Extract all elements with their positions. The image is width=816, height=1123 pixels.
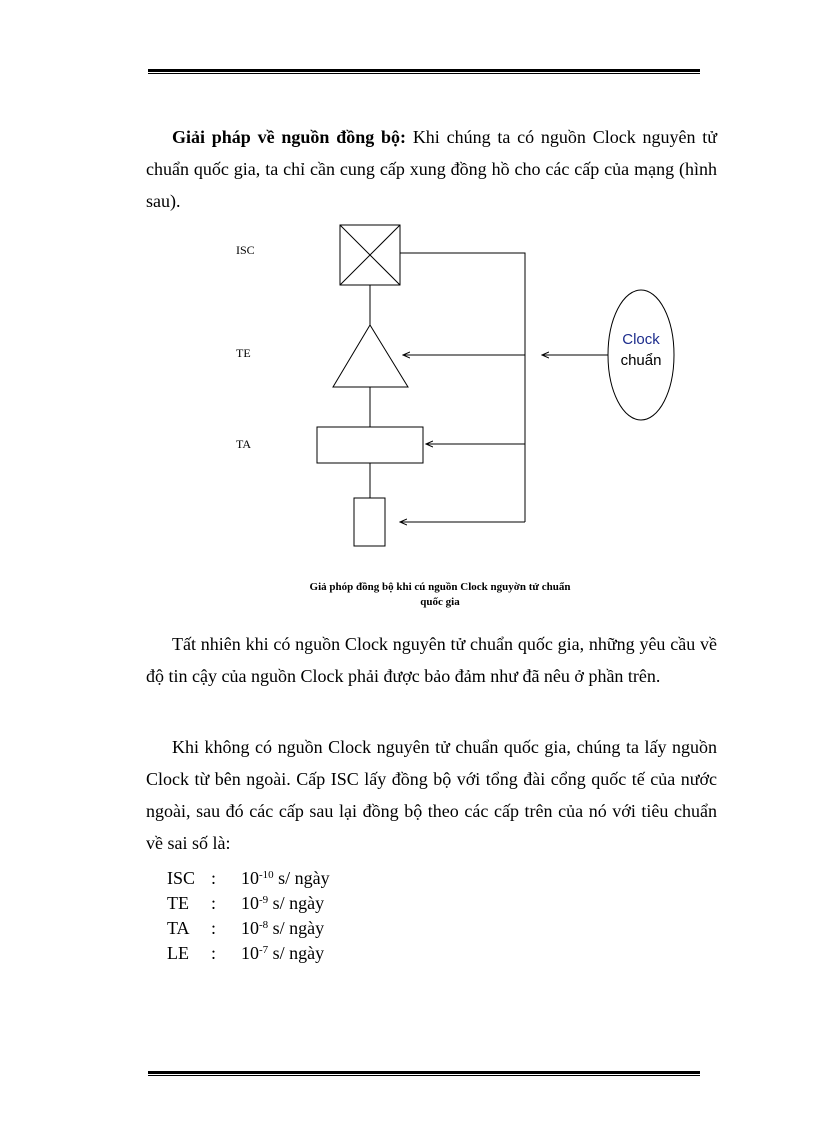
label-ta: TA: [236, 437, 252, 451]
header-rule: [148, 69, 700, 74]
spec-unit: s/ ngày: [272, 918, 325, 938]
clock-label: Clock: [622, 331, 660, 348]
reliability-text: Tất nhiên khi có nguồn Clock nguyên tử chuẩn quốc gia, những yêu cầu về độ tin cậy của nguồn Clock phải được bảo đảm như đã nêu ở phần trên.: [146, 634, 717, 686]
spec-exp: -9: [259, 894, 269, 906]
spec-base: 10: [241, 868, 259, 888]
spec-row-ta: [167, 916, 330, 941]
spec-sep: :: [211, 868, 217, 888]
paragraph-reliability: [146, 628, 717, 692]
spec-sep: :: [211, 943, 217, 963]
caption-line-1: Giả phóp đồng bộ khi cú nguồn Clock nguyờn tử chuẩn: [309, 581, 571, 593]
isc-node: [340, 225, 400, 285]
spec-base: 10: [241, 943, 259, 963]
te-node: [333, 325, 408, 387]
caption-line-2: quốc gia: [420, 596, 460, 608]
label-isc: ISC: [236, 243, 255, 257]
spec-sep: :: [211, 893, 217, 913]
spec-sep: :: [211, 918, 217, 938]
spec-row-isc: [167, 866, 330, 891]
sync-diagram: [220, 215, 720, 565]
sync-solution-text: Khi chúng ta có nguồn Clock nguyên tử chuẩn quốc gia, ta chỉ cần cung cấp xung đồng hồ cho các cấp của mạng (hình sau).: [146, 127, 718, 211]
spec-base: 10: [241, 918, 259, 938]
spec-base: 10: [241, 893, 259, 913]
spec-unit: s/ ngày: [272, 893, 325, 913]
external-clock-text: Khi không có nguồn Clock nguyên tử chuẩn quốc gia, chúng ta lấy nguồn Clock từ bên ngoài. Cấp ISC lấy đồng bộ với tổng đài cổng quốc tế của nước ngoài, sau đó các cấp sau lại đồng bộ theo các cấp trên của nó với tiêu chuẩn về sai số là:: [146, 737, 717, 853]
sync-solution-heading: Giải pháp về nguồn đồng bộ:: [172, 127, 407, 147]
footer-rule: [148, 1071, 700, 1076]
spec-list: [167, 866, 330, 966]
figure-caption: [250, 580, 630, 610]
paragraph-external-clock: [146, 731, 717, 859]
le-node: [354, 498, 385, 546]
spec-unit: s/ ngày: [272, 943, 325, 963]
spec-unit: s/ ngày: [278, 868, 330, 888]
spec-row-le: [167, 941, 330, 966]
spec-level: LE: [167, 943, 189, 963]
paragraph-sync-solution: [146, 121, 717, 217]
spec-level: ISC: [167, 868, 196, 888]
spec-level: TA: [167, 918, 190, 938]
spec-level: TE: [167, 893, 189, 913]
chuan-label: chuẩn: [620, 352, 662, 369]
ta-node: [317, 427, 423, 463]
clock-bus: [400, 253, 525, 522]
spec-exp: -8: [259, 919, 269, 931]
spec-exp: -7: [259, 944, 269, 956]
spec-row-te: [167, 891, 330, 916]
label-te: TE: [236, 346, 251, 360]
spec-exp: -10: [259, 869, 274, 881]
